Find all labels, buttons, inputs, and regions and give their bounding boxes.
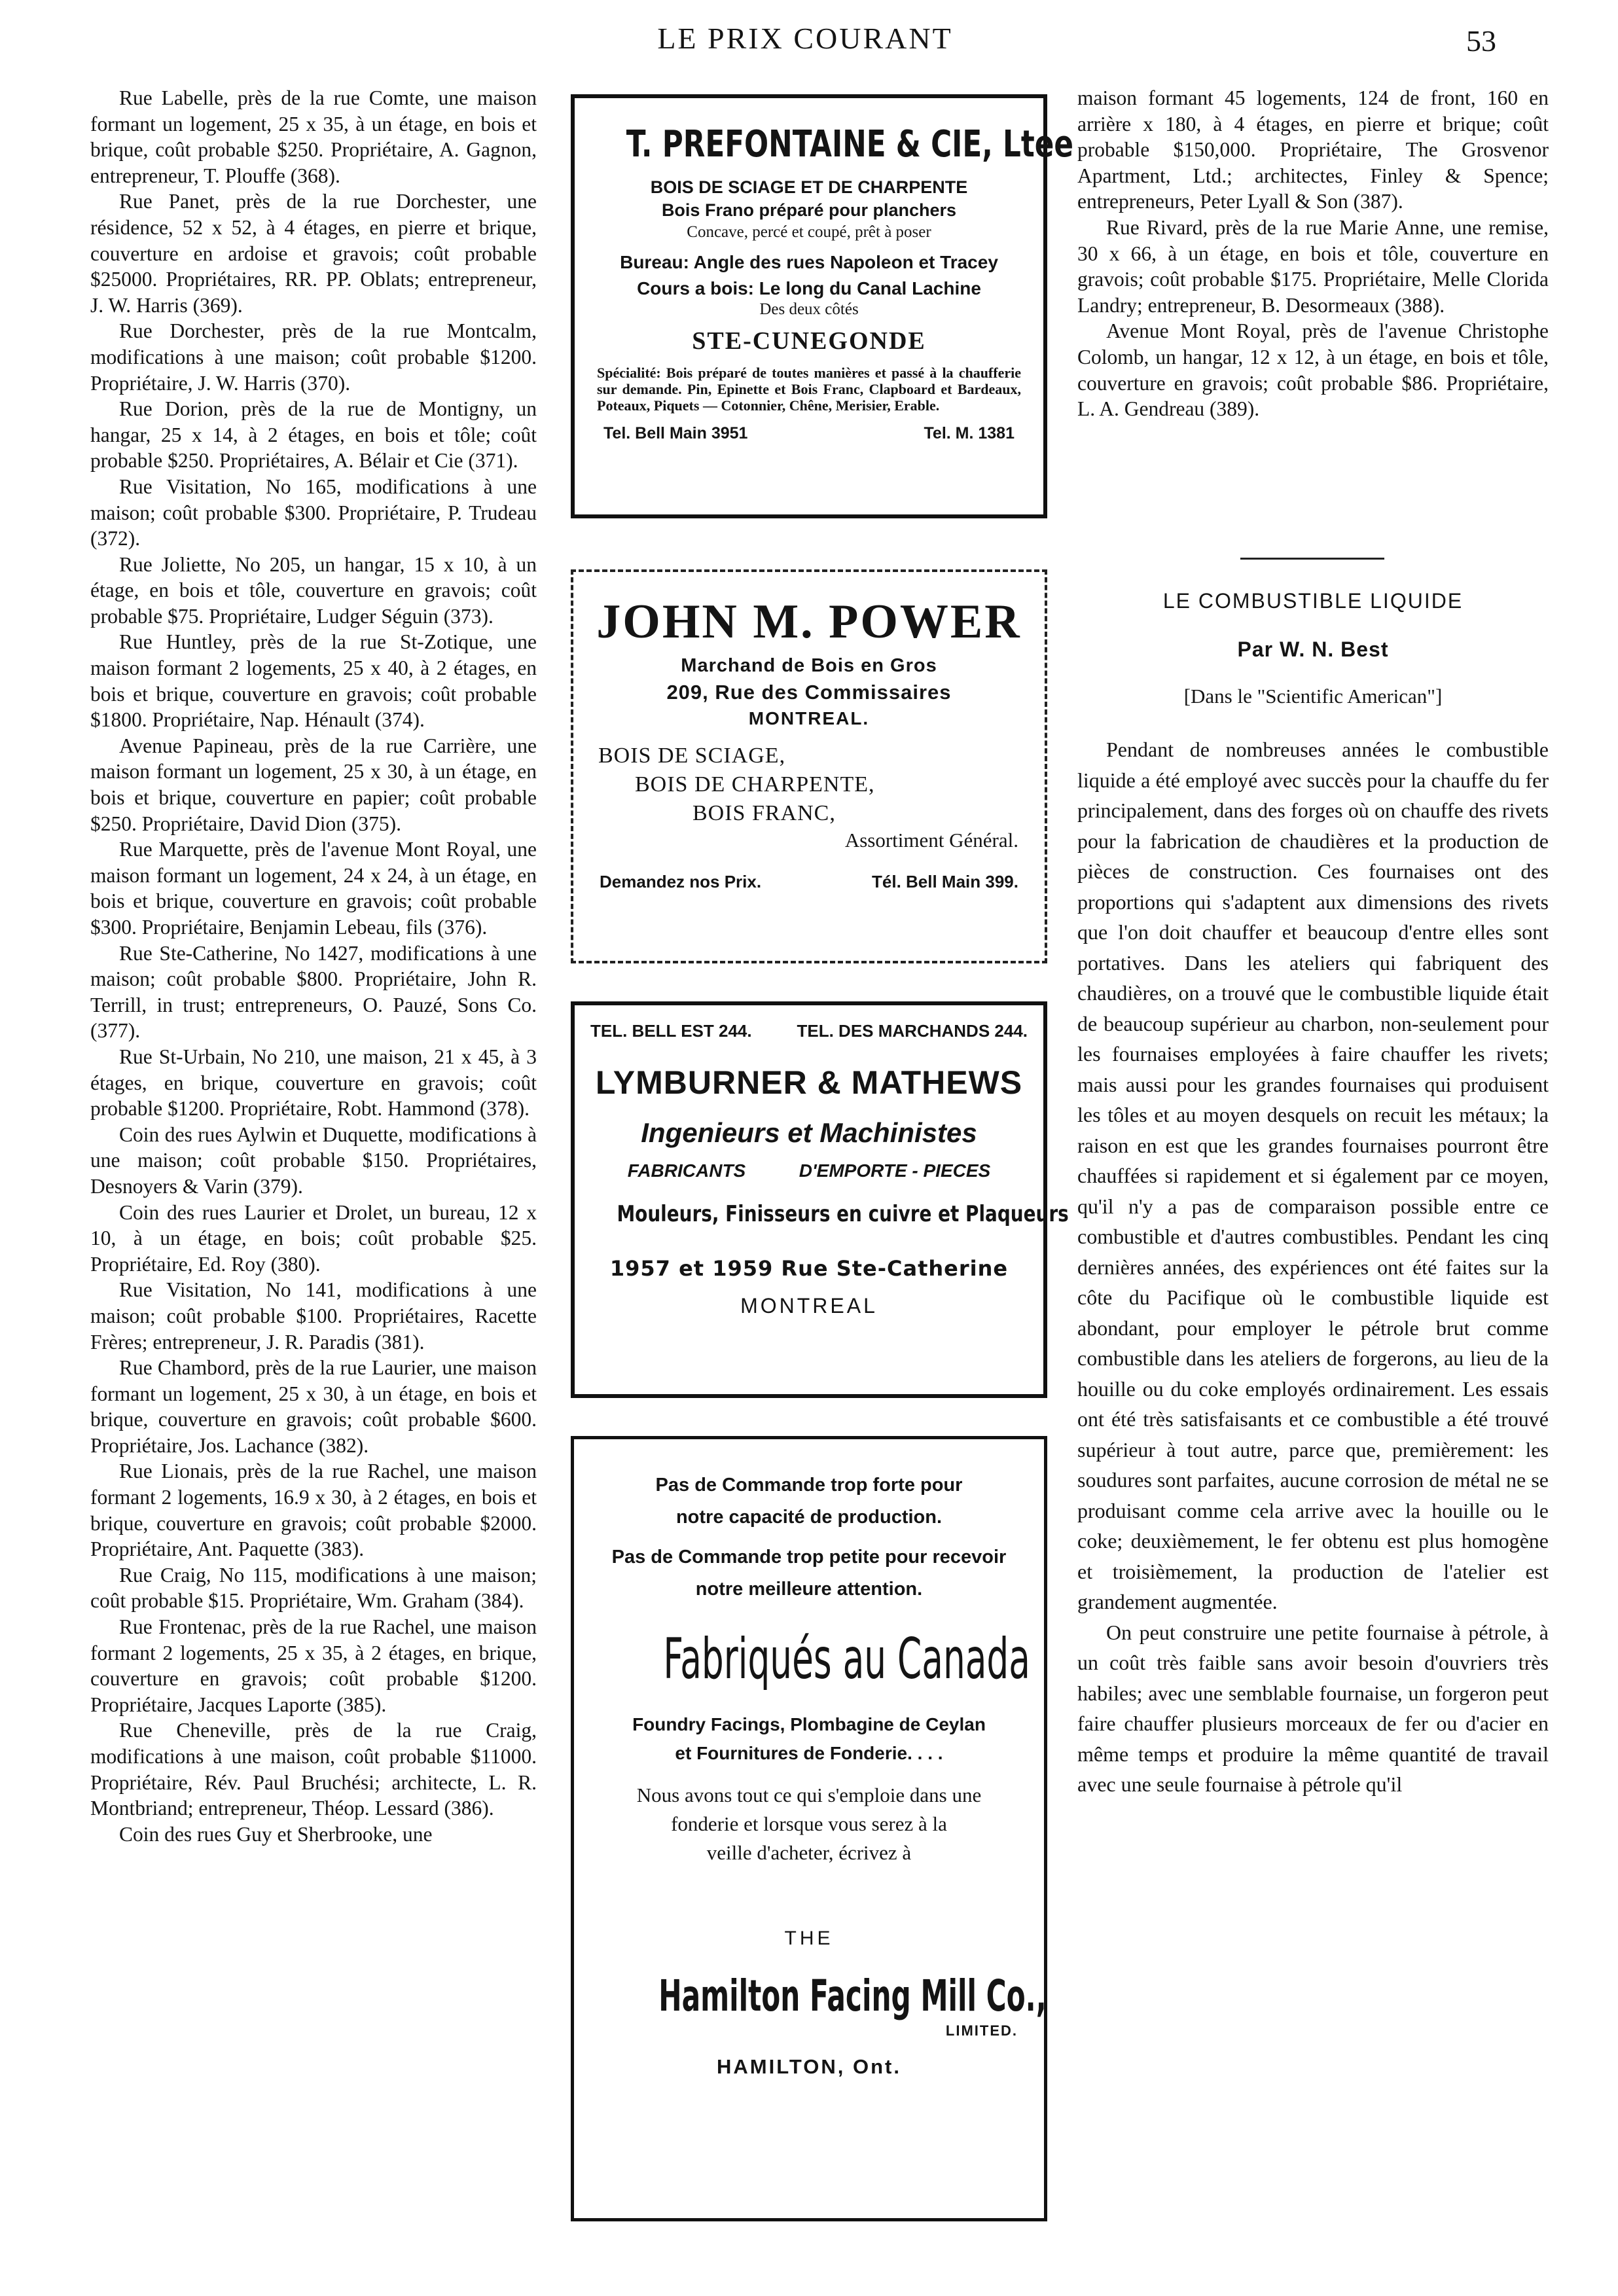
ad-subtitle: Ingenieurs et Machinistes bbox=[641, 1117, 977, 1148]
article-title: LE COMBUSTIBLE LIQUIDE bbox=[1162, 589, 1464, 613]
ad-line: Marchand de Bois en Gros bbox=[681, 655, 937, 676]
permit-entry: Avenue Papineau, près de la rue Carrière, une maison formant un logement, 25 x 30, à un étage, en bois et brique, couverture en papier; coût probable $250. Propriétaire, David Dion (375). bbox=[90, 734, 537, 835]
ad-big-title: Fabriqués au Canada bbox=[663, 1626, 1030, 1692]
permit-entry: Rue Joliette, No 205, un hangar, 15 x 10, à un étage, en bois et tôle, couverture en gravois; coût probable $75. Propriétaire, Ludger Séguin (373). bbox=[90, 552, 537, 628]
right-column-permits bbox=[1077, 85, 1549, 422]
ad-lymburner-mathews bbox=[571, 1001, 1069, 1398]
permit-entry: Coin des rues Aylwin et Duquette, modifications à une maison; coût probable $150. Propriétaires, Desnoyers & Varin (379). bbox=[90, 1122, 537, 1198]
ad-line: Concave, percé et coupé, prêt à poser bbox=[687, 223, 931, 241]
ad-line: 209, Rue des Commissaires bbox=[666, 681, 952, 704]
permit-entry: Rue Lionais, près de la rue Rachel, une maison formant 2 logements, 16.9 x 30, à 2 étages, en bois et brique, couverture en gravois; coût probable $2000. Propriétaire, Ant. Paquette (383). bbox=[90, 1460, 537, 1561]
ad-the: THE bbox=[784, 1928, 834, 1949]
ad-line: Bois Frano préparé pour planchers bbox=[661, 200, 957, 220]
ad-item: BOIS DE SCIAGE, bbox=[598, 744, 786, 768]
ad-bureau: Bureau: Angle des rues Napoleon et Tracey bbox=[620, 252, 998, 272]
ad-line: Pas de Commande trop petite pour recevoir bbox=[611, 1547, 1007, 1568]
permit-entry: Rue Visitation, No 165, modifications à une maison; coût probable $300. Propriétaire, P. Trudeau (372). bbox=[90, 475, 537, 550]
ad-address: 1957 et 1959 Rue Ste-Catherine bbox=[609, 1256, 1009, 1281]
page-header-title: LE PRIX COURANT bbox=[657, 22, 953, 55]
ad-assortiment: Assortiment Général. bbox=[844, 829, 1018, 852]
ad-company-name: JOHN M. POWER bbox=[596, 595, 1022, 649]
ad-cours: Cours a bois: Le long du Canal Lachine bbox=[637, 278, 981, 298]
ad-line: Foundry Facings, Plombagine de Ceylan bbox=[632, 1714, 986, 1734]
permit-entry: Rue Rivard, près de la rue Marie Anne, une remise, 30 x 66, à un étage, en bois et tôle, couverture en gravois; coût probable $175. Propriétaire, Melle Clorida Landry; entrepreneur, B. Desormeaux (388). bbox=[1077, 215, 1549, 317]
ad-tel: Tél. Bell Main 399. bbox=[872, 872, 1018, 891]
ad-town: STE-CUNEGONDE bbox=[692, 327, 926, 355]
ad-line: Pas de Commande trop forte pour bbox=[655, 1475, 963, 1496]
ad-fab-row bbox=[601, 1160, 1017, 1181]
permit-entry: Rue Dorion, près de la rue de Montigny, un hangar, 25 x 14, à 2 étages, en bois et tôle; coût probable $250. Propriétaires, A. Bélair et Cie (371). bbox=[90, 397, 537, 473]
article-paragraph: Pendant de nombreuses années le combustible liquide a été employé avec succès pour la chauffe du fer principalement, dans des forges où on chauffe des rivets pour la fabrication de chaudières et la production de pièces de construction. Ces fournaises ont des proportions qui s'adaptent aux dimensions des rivets que l'on doit chauffer et beaucoup d'entre elles sont portatives. Dans les ateliers qui fabriquent des chaudières, on a trouvé que le combustible liquide était de beaucoup supérieur au charbon, non-seulement pour les fournaises employées à faire chauffer les rivets; mais aussi pour les grandes fournaises qui produisent les tôles et au moyen desquels on recuit les métaux; la raison en est que les grandes fournaises pourront être chauffées si rapidement et si également par ce moyen, qu'il n'y a pas de comparaison possible entre ce combustible et d'autres combustibles. Pendant les cinq dernières années, des expériences ont été faites sur la côte du Pacifique où le combustible liquide est abondant, pour employer le pétrole brut comme combustible dans les ateliers de forgerons, au lieu de la houille ou du coke employés ordinairement. Les essais ont été très satisfaisants et ce combustible a été trouvé supérieur à tout autre, parce que, premièrement: les soudures sont parfaites, aucune corrosion de métal ne se produisant comme cela arrive avec la houille ou le coke; deuxièmement, le fer obtenu est plus homogène et troisièmement, la production de l'atelier est grandement augmentée. bbox=[1077, 738, 1549, 1613]
ad-company-name: T. PREFONTAINE & CIE, Ltee bbox=[626, 123, 1074, 166]
permit-entry: Rue Ste-Catherine, No 1427, modifications à une maison; coût probable $800. Propriétaire, John R. Terrill, in trust; entrepreneurs, O. Pauzé, Sons Co. (377). bbox=[90, 941, 537, 1043]
ad-tel-row bbox=[590, 1021, 1028, 1041]
ad-company-name: LYMBURNER & MATHEWS bbox=[595, 1064, 1023, 1101]
article-source: [Dans le "Scientific American"] bbox=[1183, 685, 1443, 708]
section-divider bbox=[1240, 558, 1384, 560]
ad-line: notre capacité de production. bbox=[675, 1507, 943, 1528]
ad-fab: FABRICANTS bbox=[627, 1160, 746, 1181]
permit-entry: Rue Huntley, près de la rue St-Zotique, une maison formant 2 logements, 25 x 40, à 2 étages, en bois et brique, couverture en gravois; coût probable $1800. Propriétaire, Nap. Hénault (374). bbox=[90, 630, 537, 732]
ad-city: HAMILTON, Ont. bbox=[717, 2055, 901, 2078]
permit-entry: Coin des rues Guy et Sherbrooke, une bbox=[119, 1822, 433, 1846]
permit-entry: Avenue Mont Royal, près de l'avenue Christophe Colomb, un hangar, 12 x 12, à un étage, en bois et tôle, couverture en gravois; coût probable $86. Propriétaire, L. A. Gendreau (389). bbox=[1077, 319, 1549, 421]
left-column-permits bbox=[90, 85, 537, 1847]
ad-line: Nous avons tout ce qui s'emploie dans une bbox=[636, 1784, 982, 1806]
permit-entry: maison formant 45 logements, 124 de front, 160 en arrière x 180, à 4 étages, en pierre et brique; coût probable $150,000. Propriétaire, The Grosvenor Apartment, Ltd.; architectes, Finley & Spence; entrepreneurs, Peter Lyall & Son (387). bbox=[1077, 86, 1549, 213]
article-body bbox=[1077, 734, 1549, 1800]
permit-entry: Coin des rues Laurier et Drolet, un bureau, 12 x 10, à un étage, en bois; coût probable $25. Propriétaire, Ed. Roy (380). bbox=[90, 1200, 537, 1276]
permit-entry: Rue Visitation, No 141, modifications à une maison; coût probable $100. Propriétaires, Racette Frères; entrepreneur, J. R. Paradis (381). bbox=[90, 1278, 537, 1354]
ad-tel: TEL. DES MARCHANDS 244. bbox=[797, 1021, 1028, 1041]
article-paragraph: On peut construire une petite fournaise à pétrole, à un coût très faible sans avoir besoin d'ouvriers très habiles; avec une semblable fournaise, un forgeron peut faire chauffer plusieurs morceaux de fer ou d'acier en même temps et produire la même quantité de travail avec une seule fournaise à pétrole qu'il bbox=[1077, 1620, 1549, 1796]
ad-line: fonderie et lorsque vous serez à la bbox=[671, 1812, 947, 1835]
ad-mouleurs: Mouleurs, Finisseurs en cuivre et Plaqueurs bbox=[617, 1201, 1069, 1227]
ad-line: Des deux côtés bbox=[759, 300, 859, 318]
page-number: 53 bbox=[1466, 24, 1496, 58]
ad-specialite: Spécialité: Bois préparé de toutes manières et passé à la chaufferie sur demande. Pin, Epinette et Bois Franc, Clapboard et Bardeaux, Poteaux, Piquets — Cotonnier, Chêne, Merisier, Erable. bbox=[597, 365, 1021, 414]
permit-entry: Rue Marquette, près de l'avenue Mont Royal, une maison formant un logement, 24 x 24, à un étage, en bois et brique, couverture en gravois; coût probable $300. Propriétaire, Benjamin Lebeau, fils (376). bbox=[90, 838, 537, 939]
ad-tel-row bbox=[603, 424, 1015, 443]
permit-entry: Rue Frontenac, près de la rue Rachel, une maison formant 2 logements, 25 x 35, à 2 étages, en brique, couverture en gravois; coût probable $1200. Propriétaire, Jacques Laporte (385). bbox=[90, 1615, 537, 1716]
ad-hamilton-facing-mill bbox=[571, 1436, 1047, 2221]
ad-tel: Tel. Bell Main 3951 bbox=[603, 424, 748, 442]
ad-limited: LIMITED. bbox=[945, 2022, 1018, 2039]
permit-entry: Rue St-Urbain, No 210, une maison, 21 x 45, à 3 étages, en brique, couverture en gravois; coût probable $1200. Propriétaire, Robt. Hammond (378). bbox=[90, 1045, 537, 1121]
permit-entry: Rue Panet, près de la rue Dorchester, une résidence, 52 x 52, à 4 étages, en pierre et brique, couverture en ardoise et gravois; coût probable $25000. Propriétaires, RR. PP. Oblats; entrepreneur, J. W. Harris (369). bbox=[90, 190, 537, 317]
ad-city: MONTREAL bbox=[740, 1294, 878, 1318]
ad-line: notre meilleure attention. bbox=[695, 1579, 923, 1600]
ad-item: BOIS DE CHARPENTE, bbox=[635, 772, 875, 797]
permit-entry: Rue Craig, No 115, modifications à une maison; coût probable $15. Propriétaire, Wm. Graham (384). bbox=[90, 1563, 537, 1613]
ad-line: BOIS DE SCIAGE ET DE CHARPENTE bbox=[650, 177, 968, 197]
ad-tel: Tel. M. 1381 bbox=[924, 424, 1015, 442]
article-author: Par W. N. Best bbox=[1237, 637, 1389, 661]
ad-tel: TEL. BELL EST 244. bbox=[590, 1021, 752, 1041]
ad-john-power bbox=[571, 569, 1047, 963]
ad-bottom-row bbox=[600, 872, 1018, 892]
permit-entry: Rue Labelle, près de la rue Comte, une maison formant un logement, 25 x 35, à un étage, en bois et brique, coût probable $250. Propriétaire, A. Gagnon, entrepreneur, T. Plouffe (368). bbox=[90, 86, 537, 187]
ad-line: veille d'acheter, écrivez à bbox=[706, 1841, 912, 1864]
ad-item: BOIS FRANC, bbox=[692, 801, 836, 825]
ad-company-name: Hamilton Facing Mill Co., bbox=[658, 1971, 1047, 2021]
ad-line: MONTREAL. bbox=[748, 708, 870, 728]
ad-line: et Fournitures de Fonderie. . . . bbox=[675, 1743, 943, 1763]
ad-prix: Demandez nos Prix. bbox=[600, 872, 762, 891]
ad-fab: D'EMPORTE - PIECES bbox=[799, 1160, 991, 1181]
permit-entry: Rue Dorchester, près de la rue Montcalm, modifications à une maison; coût probable $1200. Propriétaire, J. W. Harris (370). bbox=[90, 319, 537, 395]
permit-entry: Rue Cheneville, près de la rue Craig, modifications à une maison, coût probable $11000. Propriétaire, Rév. Paul Bruchési; architecte, L. R. Montbriand; entrepreneur, Théop. Lessard (386). bbox=[90, 1719, 537, 1820]
ad-prefontaine bbox=[571, 94, 1074, 518]
permit-entry: Rue Chambord, près de la rue Laurier, une maison formant un logement, 25 x 30, à un étage, en bois et brique, couverture en gravois; coût probable $600. Propriétaire, Jos. Lachance (382). bbox=[90, 1356, 537, 1457]
